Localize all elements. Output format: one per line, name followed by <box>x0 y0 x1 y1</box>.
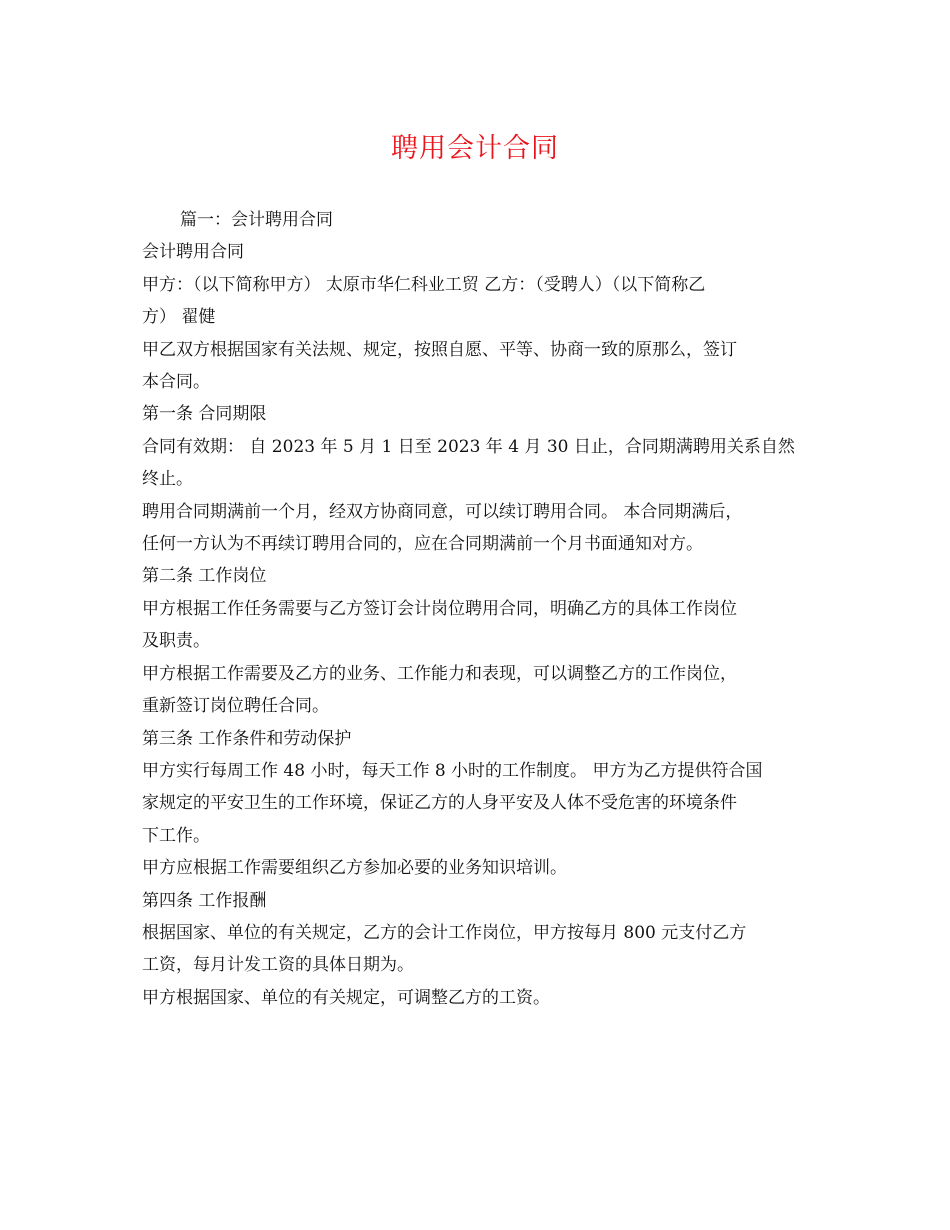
paragraph-line: 聘用合同期满前一个月，经双方协商同意，可以续订聘用合同。 本合同期满后， <box>142 501 743 522</box>
document-body <box>142 204 812 1014</box>
paragraph-line: 甲方根据工作任务需要与乙方签订会计岗位聘用合同，明确乙方的具体工作岗位 <box>142 598 737 619</box>
article-heading: 第三条 工作条件和劳动保护 <box>142 728 352 749</box>
section-heading: 篇一：会计聘用合同 <box>180 210 333 230</box>
paragraph-line: 甲乙双方根据国家有关法规、规定，按照自愿、平等、协商一致的原那么，签订 <box>142 339 737 360</box>
paragraph-line: 本合同。 <box>142 372 210 393</box>
paragraph-line: 方） 翟健 <box>142 307 216 328</box>
paragraph-line: 及职责。 <box>142 631 210 652</box>
paragraph-line: 甲方应根据工作需要组织乙方参加必要的业务知识培训。 <box>142 858 567 879</box>
paragraph-line: 重新签订岗位聘任合同。 <box>142 696 329 717</box>
paragraph-line: 甲方实行每周工作 48 小时，每天工作 8 小时的工作制度。 甲方为乙方提供符合国 <box>142 760 763 781</box>
paragraph-line: 任何一方认为不再续订聘用合同的，应在合同期满前一个月书面通知对方。 <box>142 534 703 555</box>
paragraph-line: 合同有效期： 自 2023 年 5 月 1 日至 2023 年 4 月 30 日止，合同期满聘用关系自然 <box>142 436 795 457</box>
paragraph-line: 甲方：（以下简称甲方） 太原市华仁科业工贸 乙方：（受聘人）（以下简称乙 <box>142 274 706 295</box>
paragraph-line: 下工作。 <box>142 825 210 846</box>
paragraph-line: 工资，每月计发工资的具体日期为。 <box>142 955 414 976</box>
paragraph-line: 甲方根据国家、单位的有关规定，可调整乙方的工资。 <box>142 987 550 1008</box>
article-heading: 第二条 工作岗位 <box>142 566 267 587</box>
paragraph-line: 根据国家、单位的有关规定，乙方的会计工作岗位，甲方按每月 800 元支付乙方 <box>142 922 747 943</box>
article-heading: 第一条 合同期限 <box>142 404 267 425</box>
contract-heading: 会计聘用合同 <box>142 242 244 263</box>
paragraph-line: 家规定的平安卫生的工作环境，保证乙方的人身平安及人体不受危害的环境条件 <box>142 793 737 814</box>
paragraph-line: 终止。 <box>142 469 193 490</box>
article-heading: 第四条 工作报酬 <box>142 890 267 911</box>
document-title: 聘用会计合同 <box>391 133 559 164</box>
paragraph-line: 甲方根据工作需要及乙方的业务、工作能力和表现，可以调整乙方的工作岗位， <box>142 663 737 684</box>
